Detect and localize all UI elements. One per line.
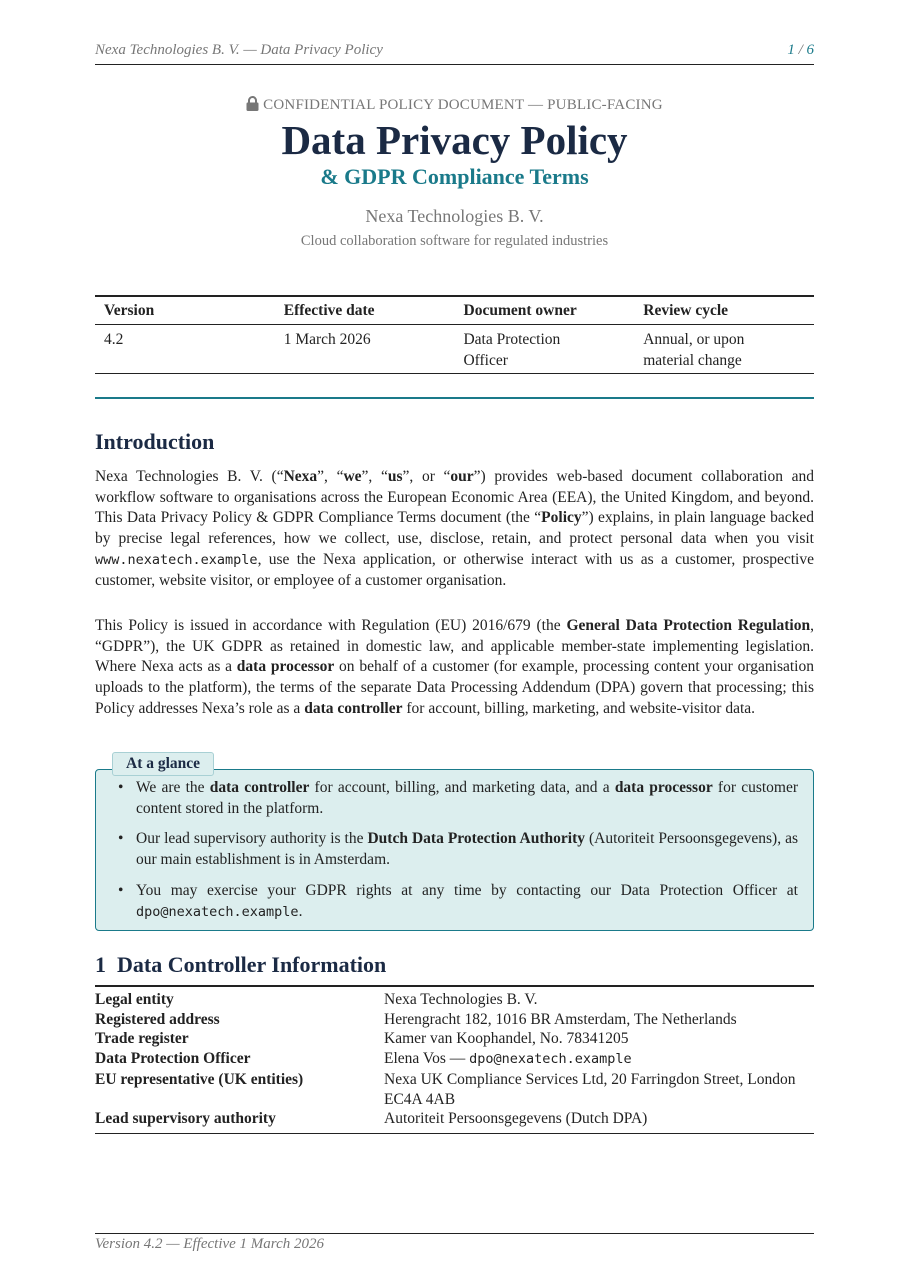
- controller-row: Data Protection Officer Elena Vos — dpo@nexatech.example: [95, 1050, 632, 1068]
- meta-review-cycle: Annual, or upon material change: [643, 331, 745, 369]
- meta-table-row: [95, 325, 814, 373]
- page-separator: /: [794, 42, 807, 58]
- meta-effective-date: 1 March 2026: [283, 331, 371, 348]
- glance-item: • Our lead supervisory authority is the Dutch Data Protection Authority (Autoriteit Persoonsgegevens), as our main establishment is in Amsterdam.: [118, 829, 798, 870]
- running-header-title: Nexa Technologies B. V. — Data Privacy Policy: [95, 42, 383, 58]
- controller-row: Trade register Kamer van Koophandel, No. 78341205: [95, 1030, 629, 1048]
- total-pages: 6: [806, 42, 814, 58]
- meta-header-effective-date: Effective date: [283, 301, 375, 319]
- organization-tagline: Cloud collaboration software for regulated industries: [300, 233, 609, 249]
- intro-paragraph-1: Nexa Technologies B. V. (“Nexa”, “we”, “us”, or “our”) provides web-based document collaboration and workflow software to organisations across the European Economic Area (EEA), the United Kingdom, and beyond. This Data Privacy Policy & GDPR Compliance Terms document (the “Policy”) explains, in plain language backed by precise legal references, how we collect, use, disclose, retain, and protect personal data when you visit www.nexatech.example, use the Nexa application, or otherwise interact with us as a customer, prospective customer, website visitor, or employee of a customer organisation.: [95, 468, 814, 589]
- section-1-heading: [95, 952, 386, 978]
- document-title: Data Privacy Policy: [281, 117, 628, 163]
- title-block: [95, 96, 814, 250]
- running-footer: Version 4.2 — Effective 1 March 2026: [95, 1233, 814, 1253]
- section-number: 1: [95, 952, 106, 977]
- glance-item: • You may exercise your GDPR rights at any time by contacting our Data Protection Officer at dpo@nexatech.example.: [118, 881, 798, 922]
- section-divider: [95, 397, 814, 399]
- dpo-email-link[interactable]: dpo@nexatech.example: [136, 903, 299, 920]
- meta-owner: Data Protection Officer: [463, 331, 561, 369]
- kicker-text: CONFIDENTIAL POLICY DOCUMENT — PUBLIC-FACING: [263, 97, 663, 113]
- controller-row: Lead supervisory authority Autoriteit Persoonsgegevens (Dutch DPA): [95, 1110, 648, 1128]
- meta-header-version: Version: [104, 301, 155, 319]
- controller-row: Legal entity Nexa Technologies B. V.: [95, 991, 538, 1008]
- intro-heading: Introduction: [95, 429, 215, 454]
- document-subtitle: & GDPR Compliance Terms: [320, 164, 589, 189]
- meta-version: 4.2: [104, 331, 124, 348]
- document-meta-table: [95, 295, 814, 374]
- meta-header-owner: Document owner: [463, 301, 577, 319]
- website-link[interactable]: www.nexatech.example: [95, 551, 258, 568]
- organization-name: Nexa Technologies B. V.: [365, 206, 544, 226]
- document-kicker: [95, 96, 814, 114]
- controller-row: EU representative (UK entities) Nexa UK Compliance Services Ltd, 20 Farringdon Street, London EC4A 4AB: [95, 1070, 796, 1108]
- section-title: Data Controller Information: [117, 952, 387, 977]
- controller-info-table: [95, 985, 814, 1134]
- current-page: 1: [787, 42, 795, 58]
- intro-paragraph-2: This Policy is issued in accordance with Regulation (EU) 2016/679 (the General Data Protection Regulation, “GDPR”), the UK GDPR as retained in domestic law, and applicable member-state implementing legislation. Where Nexa acts as a data processor on behalf of a customer (for example, processing content your organisation uploads to the platform), the terms of the separate Data Processing Addendum (DPA) govern that processing; this Policy addresses Nexa’s role as a data controller for account, billing, marketing, and website-visitor data.: [95, 617, 814, 717]
- meta-header-review-cycle: Review cycle: [643, 301, 729, 319]
- at-a-glance-label: At a glance: [112, 752, 214, 776]
- dpo-email[interactable]: dpo@nexatech.example: [469, 1051, 632, 1068]
- at-a-glance-box: [95, 769, 814, 931]
- lock-icon: [246, 96, 259, 111]
- glance-item: • We are the data controller for account, billing, and marketing data, and a data processor for customer content stored in the platform.: [118, 778, 798, 819]
- page-indicator: [787, 42, 814, 59]
- running-header: [95, 42, 814, 65]
- controller-row: Registered address Herengracht 182, 1016 BR Amsterdam, The Netherlands: [95, 1010, 737, 1028]
- meta-table-header: [95, 297, 814, 325]
- glance-list: [118, 778, 798, 932]
